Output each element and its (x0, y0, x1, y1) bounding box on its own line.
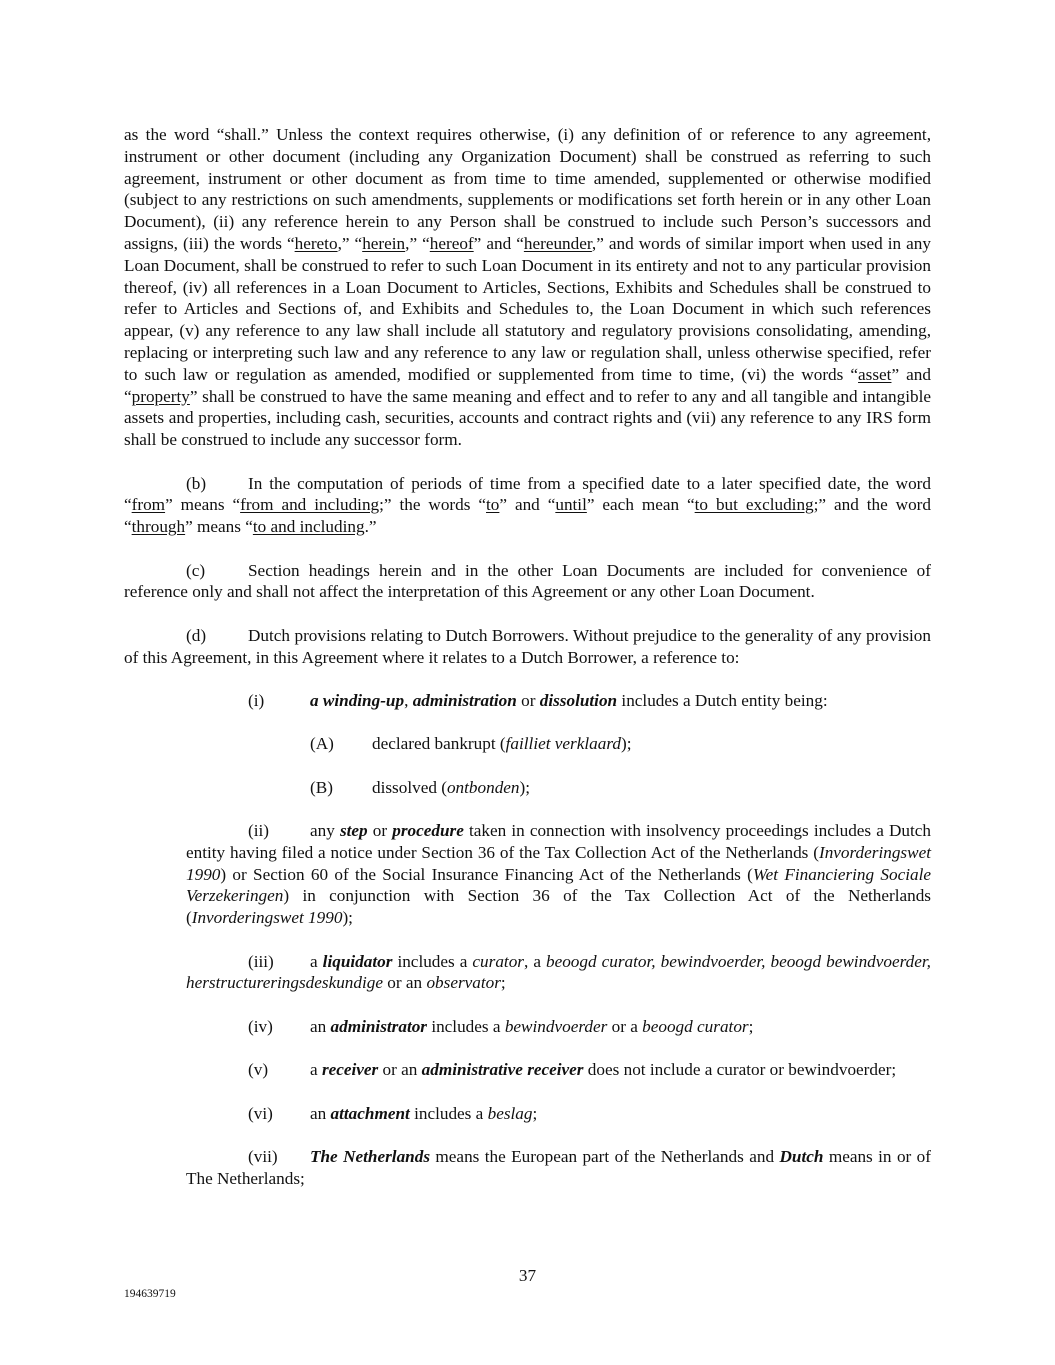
paragraph-definitions-continued: as the word “shall.” Unless the context requires otherwise, (i) any definition of or reference to any agreement, instrument or other document (including any Organization Document) shall be construed as referring to such agreement, instrument or other document as from time to time amended, supplemented or otherwise modified (subject to any restrictions on such amendments, supplements or modifications set forth herein or in any other Loan Document), (ii) any reference herein to any Person shall be construed to include such Person’s successors and assigns, (iii) the words “hereto,” “herein,” “hereof” and “hereunder,” and words of similar import when used in any Loan Document, shall be construed to refer to such Loan Document in its entirety and not to any particular provision thereof, (iv) all references in a Loan Document to Articles, Sections, Exhibits and Schedules shall be construed to refer to Articles and Sections of, and Exhibits and Schedules to, the Loan Document in which such references appear, (v) any reference to any law shall include all statutory and regulatory provisions consolidating, amending, replacing or interpreting such law and any reference to any law or regulation shall, unless otherwise specified, refer to such law or regulation as amended, modified or supplemented from time to time, (vi) the words “asset” and “property” shall be construed to have the same meaning and effect and to refer to any and all tangible and intangible assets and properties, including cash, securities, accounts and contract rights and (vii) any reference to any IRS form shall be construed to include any successor form. (124, 125, 931, 450)
paragraph-label: (c) (186, 560, 206, 580)
clause-label: (i) (248, 690, 265, 710)
paragraph-d: (d) Dutch provisions relating to Dutch Borrowers. Without prejudice to the generality of any provision of this Agreement, in this Agreement where it relates to a Dutch Borrower, a reference to: (124, 625, 931, 667)
page-number: 37 (518, 1266, 537, 1285)
clause-A: (A) declared bankrupt (failliet verklaard); (310, 734, 632, 754)
clause-B: (B) dissolved (ontbonden); (310, 777, 531, 797)
clause-label: (v) (248, 1060, 269, 1080)
clause-i: (i) a winding-up, administration or dissolution includes a Dutch entity being: (248, 690, 828, 710)
clause-iii: (iii) a liquidator includes a curator, a beoogd curator, bewindvoerder, beoogd bewindvoerder, herstructureringsdeskundige or an observator; (186, 951, 931, 993)
clause-v: (v) a receiver or an administrative receiver does not include a curator or bewindvoerder; (248, 1060, 897, 1080)
clause-ii: (ii) any step or procedure taken in connection with insolvency proceedings includes a Dutch entity having filed a notice under Section 36 of the Tax Collection Act of the Netherlands (Invorderingswet 1990) or Section 60 of the Social Insurance Financing Act of the Netherlands (Wet Financiering Sociale Verzekeringen) in conjunction with Section 36 of the Tax Collection Act of the Netherlands (Invorderingswet 1990); (186, 821, 931, 928)
paragraph-label: (b) (186, 473, 207, 493)
clause-label: (iv) (248, 1016, 273, 1036)
paragraph-c: (c) Section headings herein and in the other Loan Documents are included for convenience of reference only and shall not affect the interpretation of this Agreement or any other Loan Document. (124, 560, 931, 602)
clause-vii: (vii) The Netherlands means the European part of the Netherlands and Dutch means in or of The Netherlands; (186, 1147, 932, 1188)
document-page (124, 124, 931, 1190)
clause-label: (ii) (248, 821, 269, 841)
clause-label: (vii) (248, 1147, 278, 1167)
document-id: 194639719 (124, 1288, 176, 1300)
paragraph-label: (d) (186, 625, 207, 645)
clause-label: (B) (310, 777, 333, 797)
clause-label: (iii) (248, 951, 274, 971)
clause-vi: (vi) an attachment includes a beslag; (248, 1103, 538, 1123)
clause-label: (A) (310, 734, 334, 754)
paragraph-b: (b) In the computation of periods of time from a specified date to a later specified date, the word “from” means “from and including;” the words “to” and “until” each mean “to but excluding;” and the word “through” means “to and including.” (124, 473, 931, 537)
clause-label: (vi) (248, 1103, 273, 1123)
clause-iv: (iv) an administrator includes a bewindvoerder or a beoogd curator; (248, 1016, 754, 1036)
